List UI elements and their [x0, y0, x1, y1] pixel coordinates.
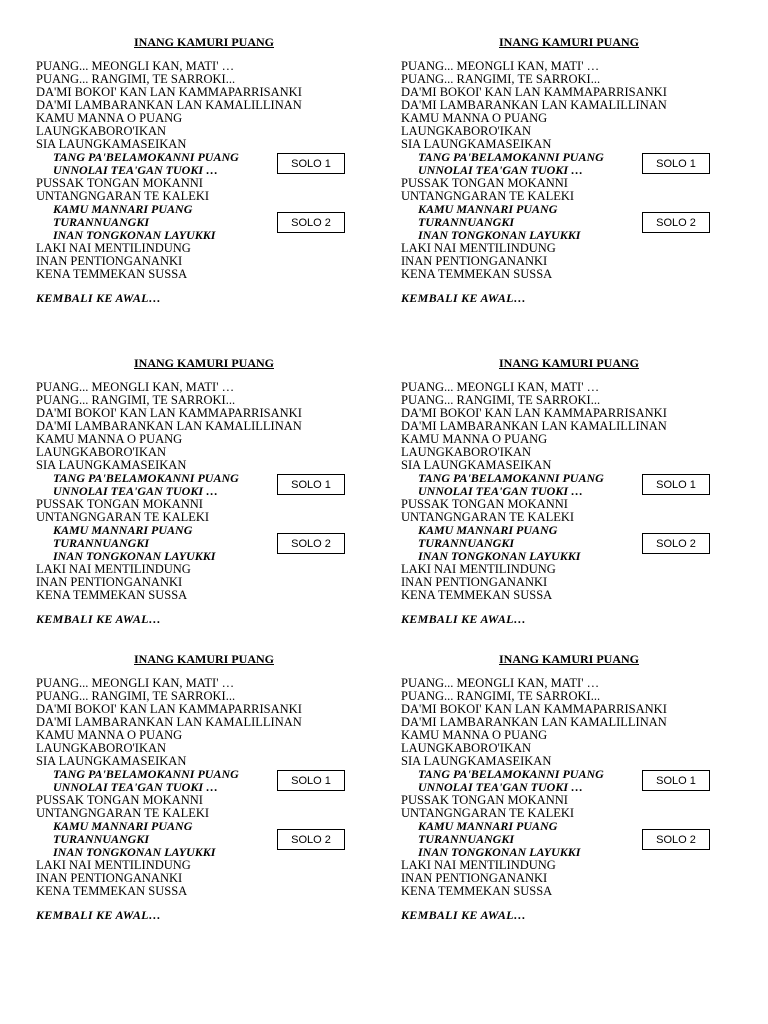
lyric-line: INAN PENTIONGANANKI — [36, 575, 183, 589]
song-title: INANG KAMURI PUANG — [134, 35, 274, 49]
lyric-line: DA'MI BOKOI' KAN LAN KAMMAPARRISANKI — [401, 406, 667, 420]
lyric-line: SIA LAUNGKAMASEIKAN — [401, 458, 552, 472]
lyric-line: PUANG... RANGIMI, TE SARROKI... — [401, 689, 601, 703]
lyric-line: TURANNUANGKI — [53, 832, 150, 846]
song-title: INANG KAMURI PUANG — [134, 356, 274, 370]
lyric-line: DA'MI LAMBARANKAN LAN KAMALILLINAN — [401, 419, 667, 433]
lyric-line: INAN TONGKONAN LAYUKKI — [53, 228, 216, 242]
song-title: INANG KAMURI PUANG — [134, 652, 274, 666]
lyric-line: DA'MI BOKOI' KAN LAN KAMMAPARRISANKI — [401, 702, 667, 716]
lyric-line: LAKI NAI MENTILINDUNG — [36, 858, 191, 872]
lyric-line: DA'MI BOKOI' KAN LAN KAMMAPARRISANKI — [36, 702, 302, 716]
lyric-line: DA'MI LAMBARANKAN LAN KAMALILLINAN — [36, 715, 302, 729]
lyric-line: PUANG... MEONGLI KAN, MATI' … — [401, 59, 600, 73]
lyric-line: KAMU MANNA O PUANG — [36, 111, 183, 125]
lyric-line: PUANG... MEONGLI KAN, MATI' … — [36, 59, 235, 73]
repeat-instruction: KEMBALI KE AWAL… — [36, 612, 162, 626]
lyric-line: KAMU MANNARI PUANG — [418, 819, 558, 833]
solo-2-label: SOLO 2 — [277, 829, 345, 850]
lyric-line: LAKI NAI MENTILINDUNG — [401, 562, 556, 576]
solo-2-label: SOLO 2 — [277, 212, 345, 233]
solo-1-label: SOLO 1 — [277, 770, 345, 791]
lyric-line: UNNOLAI TEA'GAN TUOKI … — [53, 780, 219, 794]
lyric-line: LAKI NAI MENTILINDUNG — [36, 562, 191, 576]
lyric-line: KAMU MANNA O PUANG — [401, 111, 548, 125]
lyric-line: KAMU MANNARI PUANG — [53, 202, 193, 216]
lyric-line: PUANG... RANGIMI, TE SARROKI... — [36, 689, 236, 703]
lyric-line: INAN PENTIONGANANKI — [401, 871, 548, 885]
solo-1-label: SOLO 1 — [277, 474, 345, 495]
solo-1-label: SOLO 1 — [277, 153, 345, 174]
repeat-instruction: KEMBALI KE AWAL… — [36, 291, 162, 305]
lyric-line: KAMU MANNARI PUANG — [53, 819, 193, 833]
lyric-line: DA'MI LAMBARANKAN LAN KAMALILLINAN — [36, 419, 302, 433]
lyric-line: KENA TEMMEKAN SUSSA — [401, 588, 553, 602]
lyric-line: PUSSAK TONGAN MOKANNI — [401, 793, 568, 807]
song-title: INANG KAMURI PUANG — [499, 356, 639, 370]
lyric-line: SIA LAUNGKAMASEIKAN — [36, 137, 187, 151]
lyric-line: DA'MI LAMBARANKAN LAN KAMALILLINAN — [401, 715, 667, 729]
lyric-line: LAUNGKABORO'IKAN — [36, 124, 167, 138]
lyric-line: DA'MI LAMBARANKAN LAN KAMALILLINAN — [401, 98, 667, 112]
repeat-instruction: KEMBALI KE AWAL… — [36, 908, 162, 922]
lyric-line: UNNOLAI TEA'GAN TUOKI … — [53, 163, 219, 177]
lyric-line: KAMU MANNA O PUANG — [36, 432, 183, 446]
lyric-line: TURANNUANGKI — [418, 536, 515, 550]
lyric-line: TANG PA'BELAMOKANNI PUANG — [53, 471, 239, 485]
solo-2-label: SOLO 2 — [277, 533, 345, 554]
lyric-line: INAN TONGKONAN LAYUKKI — [53, 845, 216, 859]
lyric-line: PUANG... MEONGLI KAN, MATI' … — [36, 676, 235, 690]
song-title: INANG KAMURI PUANG — [499, 35, 639, 49]
repeat-instruction: KEMBALI KE AWAL… — [401, 612, 527, 626]
lyric-line: UNNOLAI TEA'GAN TUOKI … — [418, 780, 584, 794]
lyric-line: UNNOLAI TEA'GAN TUOKI … — [418, 484, 584, 498]
solo-2-label: SOLO 2 — [642, 533, 710, 554]
repeat-instruction: KEMBALI KE AWAL… — [401, 291, 527, 305]
lyric-line: UNTANGNGARAN TE KALEKI — [401, 189, 575, 203]
lyric-line: PUANG... RANGIMI, TE SARROKI... — [36, 393, 236, 407]
lyric-line: KENA TEMMEKAN SUSSA — [36, 884, 188, 898]
lyric-line: LAUNGKABORO'IKAN — [401, 124, 532, 138]
lyric-line: KAMU MANNARI PUANG — [418, 202, 558, 216]
lyric-line: PUANG... RANGIMI, TE SARROKI... — [401, 72, 601, 86]
lyric-line: LAUNGKABORO'IKAN — [401, 741, 532, 755]
lyric-line: TURANNUANGKI — [418, 832, 515, 846]
lyric-line: PUANG... MEONGLI KAN, MATI' … — [401, 380, 600, 394]
lyric-line: KENA TEMMEKAN SUSSA — [36, 588, 188, 602]
lyric-line: INAN TONGKONAN LAYUKKI — [418, 845, 581, 859]
solo-2-label: SOLO 2 — [642, 829, 710, 850]
lyric-line: PUANG... RANGIMI, TE SARROKI... — [401, 393, 601, 407]
lyric-line: DA'MI BOKOI' KAN LAN KAMMAPARRISANKI — [401, 85, 667, 99]
lyric-line: UNNOLAI TEA'GAN TUOKI … — [418, 163, 584, 177]
lyric-line: INAN PENTIONGANANKI — [401, 254, 548, 268]
lyric-line: KAMU MANNARI PUANG — [53, 523, 193, 537]
lyric-line: INAN TONGKONAN LAYUKKI — [53, 549, 216, 563]
lyric-line: TANG PA'BELAMOKANNI PUANG — [418, 767, 604, 781]
lyric-line: SIA LAUNGKAMASEIKAN — [401, 754, 552, 768]
lyric-line: KENA TEMMEKAN SUSSA — [401, 267, 553, 281]
lyric-line: KAMU MANNARI PUANG — [418, 523, 558, 537]
lyric-line: UNTANGNGARAN TE KALEKI — [401, 510, 575, 524]
song-title: INANG KAMURI PUANG — [499, 652, 639, 666]
lyric-line: LAKI NAI MENTILINDUNG — [401, 241, 556, 255]
lyric-line: KAMU MANNA O PUANG — [401, 728, 548, 742]
lyric-line: KENA TEMMEKAN SUSSA — [36, 267, 188, 281]
lyric-line: TURANNUANGKI — [53, 215, 150, 229]
lyric-line: UNTANGNGARAN TE KALEKI — [36, 806, 210, 820]
lyric-line: KENA TEMMEKAN SUSSA — [401, 884, 553, 898]
lyric-line: SIA LAUNGKAMASEIKAN — [401, 137, 552, 151]
lyric-line: DA'MI LAMBARANKAN LAN KAMALILLINAN — [36, 98, 302, 112]
lyric-line: TANG PA'BELAMOKANNI PUANG — [418, 150, 604, 164]
lyric-line: TANG PA'BELAMOKANNI PUANG — [53, 767, 239, 781]
lyric-line: PUSSAK TONGAN MOKANNI — [401, 497, 568, 511]
repeat-instruction: KEMBALI KE AWAL… — [401, 908, 527, 922]
lyric-line: LAKI NAI MENTILINDUNG — [36, 241, 191, 255]
lyric-line: TANG PA'BELAMOKANNI PUANG — [418, 471, 604, 485]
lyric-line: PUSSAK TONGAN MOKANNI — [36, 793, 203, 807]
lyric-line: LAKI NAI MENTILINDUNG — [401, 858, 556, 872]
lyric-line: TURANNUANGKI — [418, 215, 515, 229]
lyric-line: PUSSAK TONGAN MOKANNI — [36, 176, 203, 190]
solo-2-label: SOLO 2 — [642, 212, 710, 233]
lyric-line: INAN PENTIONGANANKI — [36, 254, 183, 268]
lyric-line: TANG PA'BELAMOKANNI PUANG — [53, 150, 239, 164]
lyric-line: TURANNUANGKI — [53, 536, 150, 550]
lyric-line: SIA LAUNGKAMASEIKAN — [36, 754, 187, 768]
lyric-line: PUANG... MEONGLI KAN, MATI' … — [401, 676, 600, 690]
lyric-line: UNTANGNGARAN TE KALEKI — [36, 510, 210, 524]
lyric-line: KAMU MANNA O PUANG — [36, 728, 183, 742]
lyric-line: KAMU MANNA O PUANG — [401, 432, 548, 446]
lyric-line: PUANG... RANGIMI, TE SARROKI... — [36, 72, 236, 86]
lyric-line: UNTANGNGARAN TE KALEKI — [401, 806, 575, 820]
lyric-line: LAUNGKABORO'IKAN — [401, 445, 532, 459]
lyric-line: INAN PENTIONGANANKI — [36, 871, 183, 885]
lyric-line: LAUNGKABORO'IKAN — [36, 445, 167, 459]
lyric-line: LAUNGKABORO'IKAN — [36, 741, 167, 755]
lyric-line: SIA LAUNGKAMASEIKAN — [36, 458, 187, 472]
solo-1-label: SOLO 1 — [642, 474, 710, 495]
solo-1-label: SOLO 1 — [642, 153, 710, 174]
lyric-line: INAN TONGKONAN LAYUKKI — [418, 549, 581, 563]
lyric-line: UNNOLAI TEA'GAN TUOKI … — [53, 484, 219, 498]
lyric-line: UNTANGNGARAN TE KALEKI — [36, 189, 210, 203]
lyric-line: PUANG... MEONGLI KAN, MATI' … — [36, 380, 235, 394]
lyric-line: INAN PENTIONGANANKI — [401, 575, 548, 589]
lyric-line: PUSSAK TONGAN MOKANNI — [36, 497, 203, 511]
lyric-line: PUSSAK TONGAN MOKANNI — [401, 176, 568, 190]
lyric-line: DA'MI BOKOI' KAN LAN KAMMAPARRISANKI — [36, 406, 302, 420]
solo-1-label: SOLO 1 — [642, 770, 710, 791]
lyric-line: DA'MI BOKOI' KAN LAN KAMMAPARRISANKI — [36, 85, 302, 99]
lyric-line: INAN TONGKONAN LAYUKKI — [418, 228, 581, 242]
